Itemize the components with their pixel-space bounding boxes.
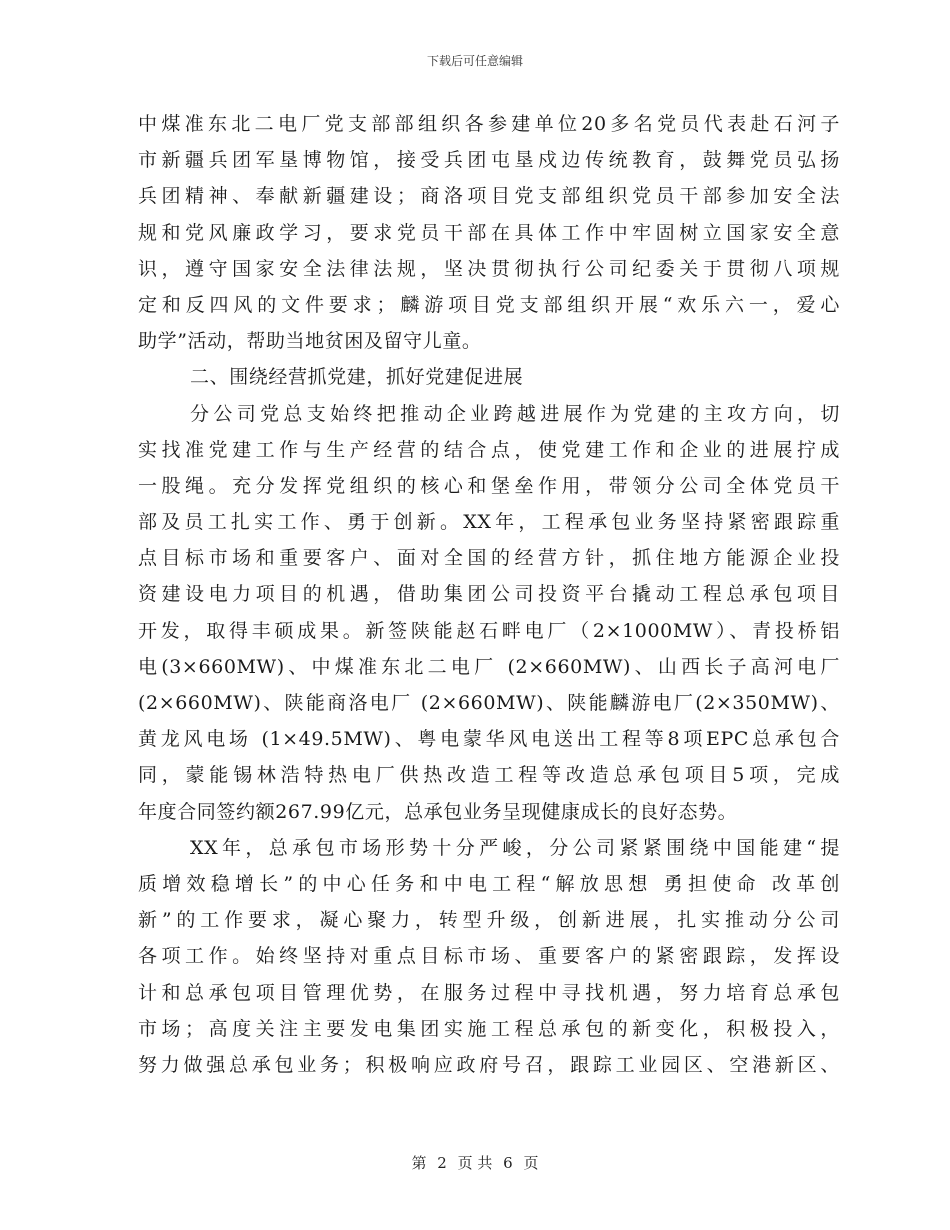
- text-line: 实找准党建工作与生产经营的结合点，使党建工作和企业的进展拧成: [138, 438, 840, 461]
- paragraph: [138, 106, 840, 359]
- document-body: [138, 106, 840, 1083]
- text-line: 资建设电力项目的机遇，借助集团公司投资平台撬动工程总承包项目: [138, 583, 840, 606]
- text-line: 定和反四风的文件要求；麟游项目党支部组织开展“欢乐六一，爱心: [138, 293, 840, 316]
- text-line: XX年，总承包市场形势十分严峻，分公司紧紧围绕中国能建“提: [190, 836, 840, 859]
- text-line: 新”的工作要求，凝心聚力，转型升级，创新进展，扎实推动分公司: [138, 909, 840, 932]
- page-footer: [0, 1152, 950, 1173]
- text-line: 识，遵守国家安全法律法规，坚决贯彻执行公司纪委关于贯彻八项规: [138, 257, 840, 280]
- page-label-suffix: 页: [523, 1154, 539, 1172]
- text-line: 电(3×660MW)、中煤准东北二电厂 (2×660MW)、山西长子高河电厂: [138, 655, 840, 678]
- text-line: 规和党风廉政学习，要求党员干部在具体工作中牢固树立国家安全意: [138, 221, 840, 244]
- text-line: 质增效稳增长”的中心任务和中电工程“解放思想 勇担使命 改革创: [138, 872, 840, 895]
- paragraph: [138, 830, 840, 1083]
- text-line: 助学”活动，帮助当地贫困及留守儿童。: [138, 330, 482, 353]
- text-line: 一股绳。充分发挥党组织的核心和堡垒作用，带领分公司全体党员干: [138, 474, 840, 497]
- text-line: 年度合同签约额267.99亿元，总承包业务呈现健康成长的良好态势。: [138, 800, 738, 823]
- page-number: 2: [437, 1154, 447, 1172]
- text-line: 各项工作。始终坚持对重点目标市场、重要客户的紧密跟踪，发挥设: [138, 945, 840, 968]
- page-header: 下载后可任意编辑: [426, 54, 523, 68]
- text-line: 黄龙风电场 (1×49.5MW)、粤电蒙华风电送出工程等8项EPC总承包合: [138, 728, 840, 751]
- text-line: 兵团精神、奉献新疆建设；商洛项目党支部组织党员干部参加安全法: [138, 185, 840, 208]
- paragraph: [138, 396, 840, 830]
- text-line: (2×660MW)、陕能商洛电厂 (2×660MW)、陕能麟游电厂(2×350MW)、: [138, 692, 840, 714]
- page-label-mid: 页 共: [457, 1154, 493, 1172]
- text-line: 分公司党总支始终把推动企业跨越进展作为党建的主攻方向，切: [190, 402, 840, 425]
- page-label-prefix: 第: [411, 1154, 427, 1172]
- section-heading: [138, 359, 840, 395]
- text-line: 部及员工扎实工作、勇于创新。XX年，工程承包业务坚持紧密跟踪重: [138, 511, 840, 534]
- page-total: 6: [503, 1154, 513, 1172]
- text-line: 点目标市场和重要客户、面对全国的经营方针，抓住地方能源企业投: [138, 547, 840, 570]
- text-line: 同，蒙能锡林浩特热电厂供热改造工程等改造总承包项目5项，完成: [138, 764, 840, 787]
- text-line: 计和总承包项目管理优势，在服务过程中寻找机遇，努力培育总承包: [138, 981, 840, 1004]
- text-line: 二、围绕经营抓党建，抓好党建促进展: [190, 366, 524, 389]
- text-line: 市新疆兵团军垦博物馆，接受兵团屯垦戍边传统教育，鼓舞党员弘扬: [138, 149, 840, 172]
- text-line: 市场；高度关注主要发电集团实施工程总承包的新变化，积极投入，: [138, 1017, 840, 1040]
- text-line: 努力做强总承包业务；积极响应政府号召，跟踪工业园区、空港新区、: [138, 1053, 840, 1076]
- text-line: 开发，取得丰硕成果。新签陕能赵石畔电厂（2×1000MW）、青投桥铝: [138, 619, 840, 642]
- text-line: 中煤准东北二电厂党支部部组织各参建单位20多名党员代表赴石河子: [138, 113, 840, 135]
